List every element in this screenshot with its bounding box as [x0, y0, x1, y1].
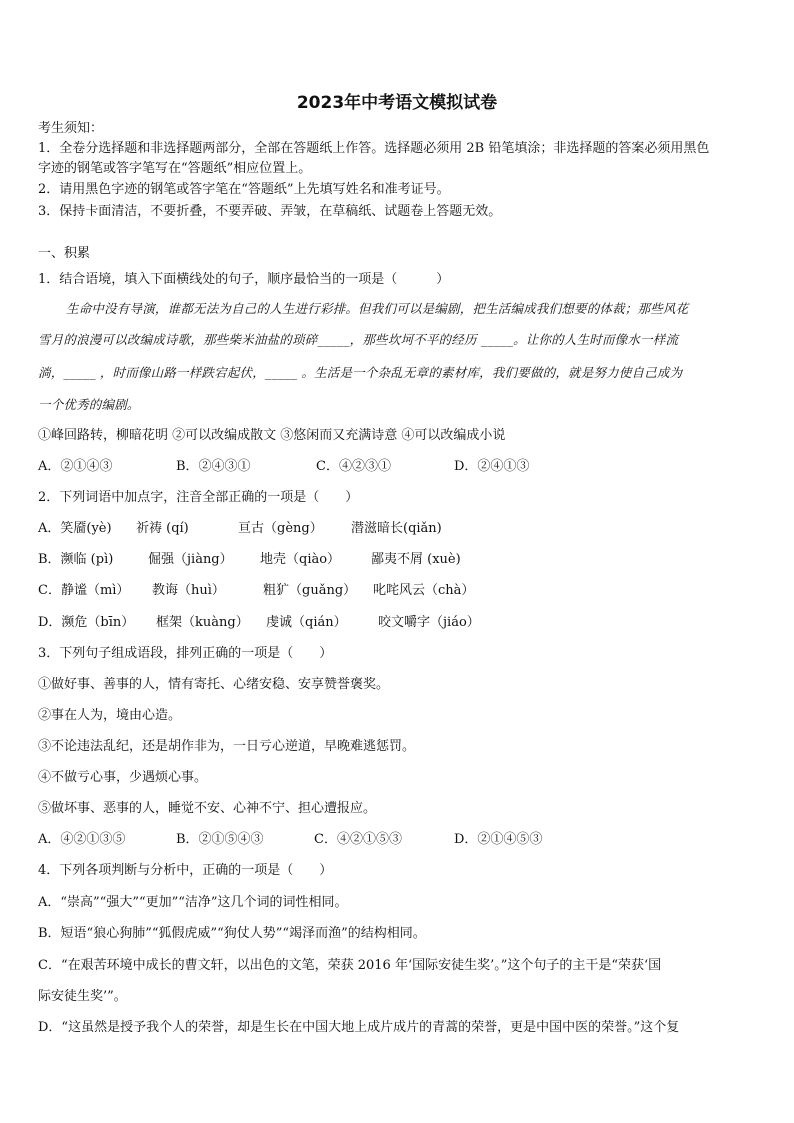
q1-passage-line-4: 一个优秀的编剧。: [38, 397, 140, 412]
q2-a-word-1: A．笑靥(yè): [38, 521, 112, 536]
notice-item-1-cont: 字迹的钢笔或答字笔写在“答题纸”相应位置上。: [38, 161, 312, 176]
q2-d-word-3: 虔诚（qián）: [266, 615, 347, 630]
q2-option-b[interactable]: [38, 551, 754, 569]
q2-d-word-2: 框架（kuàng）: [156, 615, 249, 630]
q2-b-word-1: B．濒临 (pì): [38, 552, 114, 567]
q1-option-c[interactable]: C．④②③①: [316, 459, 391, 474]
q3-sentence-1: ①做好事、善事的人，情有寄托、心绪安稳、安享赞誉褒奖。: [38, 677, 390, 692]
q4-option-c[interactable]: C．“在艰苦环境中成长的曹文轩，以出色的文笔，荣获 2016 年‘国际安徒生奖’。”这个句子的主干是“荣获‘国: [38, 958, 662, 973]
q1-passage-line-3: 淌，_____ ，时而像山路一样跌宕起伏，_____ 。生活是一个杂乱无章的素材库，我们要做的，就是努力使自己成为: [38, 365, 683, 380]
q2-c-word-3: 粗犷（guǎng）: [263, 583, 357, 598]
q2-c-word-1: C．静谧（mì）: [38, 583, 130, 598]
q2-option-a[interactable]: [38, 520, 754, 538]
q3-stem: 3．下列句子组成语段，排列正确的一项是（ ）: [38, 646, 333, 661]
notice-item-1: 1．全卷分选择题和非选择题两部分，全部在答题纸上作答。选择题必须用 2B 铅笔填涂；非选择题的答案必须用黑色: [38, 141, 710, 156]
q2-a-word-2: 祈祷 (qí): [136, 521, 189, 536]
section-heading: 一、积累: [38, 246, 91, 261]
q4-option-a[interactable]: A．“崇高”“强大”“更加”“洁净”这几个词的词性相同。: [38, 895, 348, 910]
q2-c-word-4: 叱咤风云（chà）: [373, 583, 475, 598]
q2-a-word-3: 亘古（gèng）: [238, 521, 323, 536]
q2-option-d[interactable]: [38, 614, 754, 632]
q3-sentence-2: ②事在人为，境由心造。: [38, 708, 182, 723]
q1-passage-line-2: 雪月的浪漫可以改编成诗歌，那些柴米油盐的琐碎_____，那些坎坷不平的经历 _____。让你的人生时而像水一样流: [38, 332, 679, 347]
q1-passage-line-1: 生命中没有导演，谁都无法为自己的人生进行彩排。但我们可以是编剧，把生活编成我们想要的体裁；那些风花: [66, 301, 689, 316]
q1-option-a[interactable]: A．②①④③: [38, 459, 113, 474]
q3-option-d[interactable]: D．②①④⑤③: [454, 832, 543, 847]
q2-option-c[interactable]: [38, 582, 754, 600]
q1-option-d[interactable]: D．②④①③: [454, 459, 530, 474]
q3-sentence-3: ③不论违法乱纪，还是胡作非为，一日亏心逆道，早晚难逃惩罚。: [38, 739, 416, 754]
q4-option-c-cont: 际安徒生奖’”。: [38, 989, 127, 1004]
q1-given-sentences: ①峰回路转，柳暗花明 ②可以改编成散文 ③悠闲而又充满诗意 ④可以改编成小说: [38, 428, 506, 443]
q1-option-b[interactable]: B．②④③①: [176, 459, 251, 474]
page-title: 2023年中考语文模拟试卷: [296, 93, 498, 113]
q3-sentence-4: ④不做亏心事，少遇烦心事。: [38, 770, 208, 785]
notice-item-3: 3．保持卡面清洁，不要折叠，不要弄破、弄皱，在草稿纸、试题卷上答题无效。: [38, 204, 502, 219]
q3-sentence-5: ⑤做坏事、恶事的人，睡觉不安、心神不宁、担心遭报应。: [38, 801, 377, 816]
q2-stem: 2．下列词语中加点字，注音全部正确的一项是（ ）: [38, 490, 359, 505]
notice-item-2: 2．请用黑色字迹的钢笔或答字笔在“答题纸”上先填写姓名和准考证号。: [38, 182, 450, 197]
q3-option-a[interactable]: A．④②①③⑤: [38, 832, 126, 847]
q2-b-word-2: 倔强（jiàng）: [148, 552, 233, 567]
q2-d-word-1: D．濒危（bīn）: [38, 615, 135, 630]
q1-stem: 1．结合语境，填入下面横线处的句子，顺序最恰当的一项是（ ）: [38, 272, 450, 287]
q3-option-b[interactable]: B．②①⑤④③: [176, 832, 264, 847]
q2-a-word-4: 潜滋暗长(qiǎn): [351, 521, 442, 536]
q3-option-c[interactable]: C．④②①⑤③: [314, 832, 402, 847]
q4-stem: 4．下列各项判断与分析中，正确的一项是（ ）: [38, 863, 333, 878]
q3-options: [38, 831, 754, 849]
q4-option-d[interactable]: D．“这虽然是授予我个人的荣誉，却是生长在中国大地上成片成片的青蒿的荣誉，更是中国中医的荣誉。”这个复: [38, 1020, 680, 1035]
q2-c-word-2: 教诲（huì）: [152, 583, 225, 598]
q2-d-word-4: 咬文嚼字（jiáo）: [378, 615, 480, 630]
q1-options: [38, 458, 754, 476]
q2-b-word-4: 鄙夷不屑 (xuè): [371, 552, 461, 567]
notice-heading: 考生须知：: [38, 121, 104, 136]
q2-b-word-3: 地壳（qiào）: [260, 552, 341, 567]
q4-option-b[interactable]: B．短语“狼心狗肺”“狐假虎威”“狗仗人势”“竭泽而渔”的结构相同。: [38, 926, 426, 941]
